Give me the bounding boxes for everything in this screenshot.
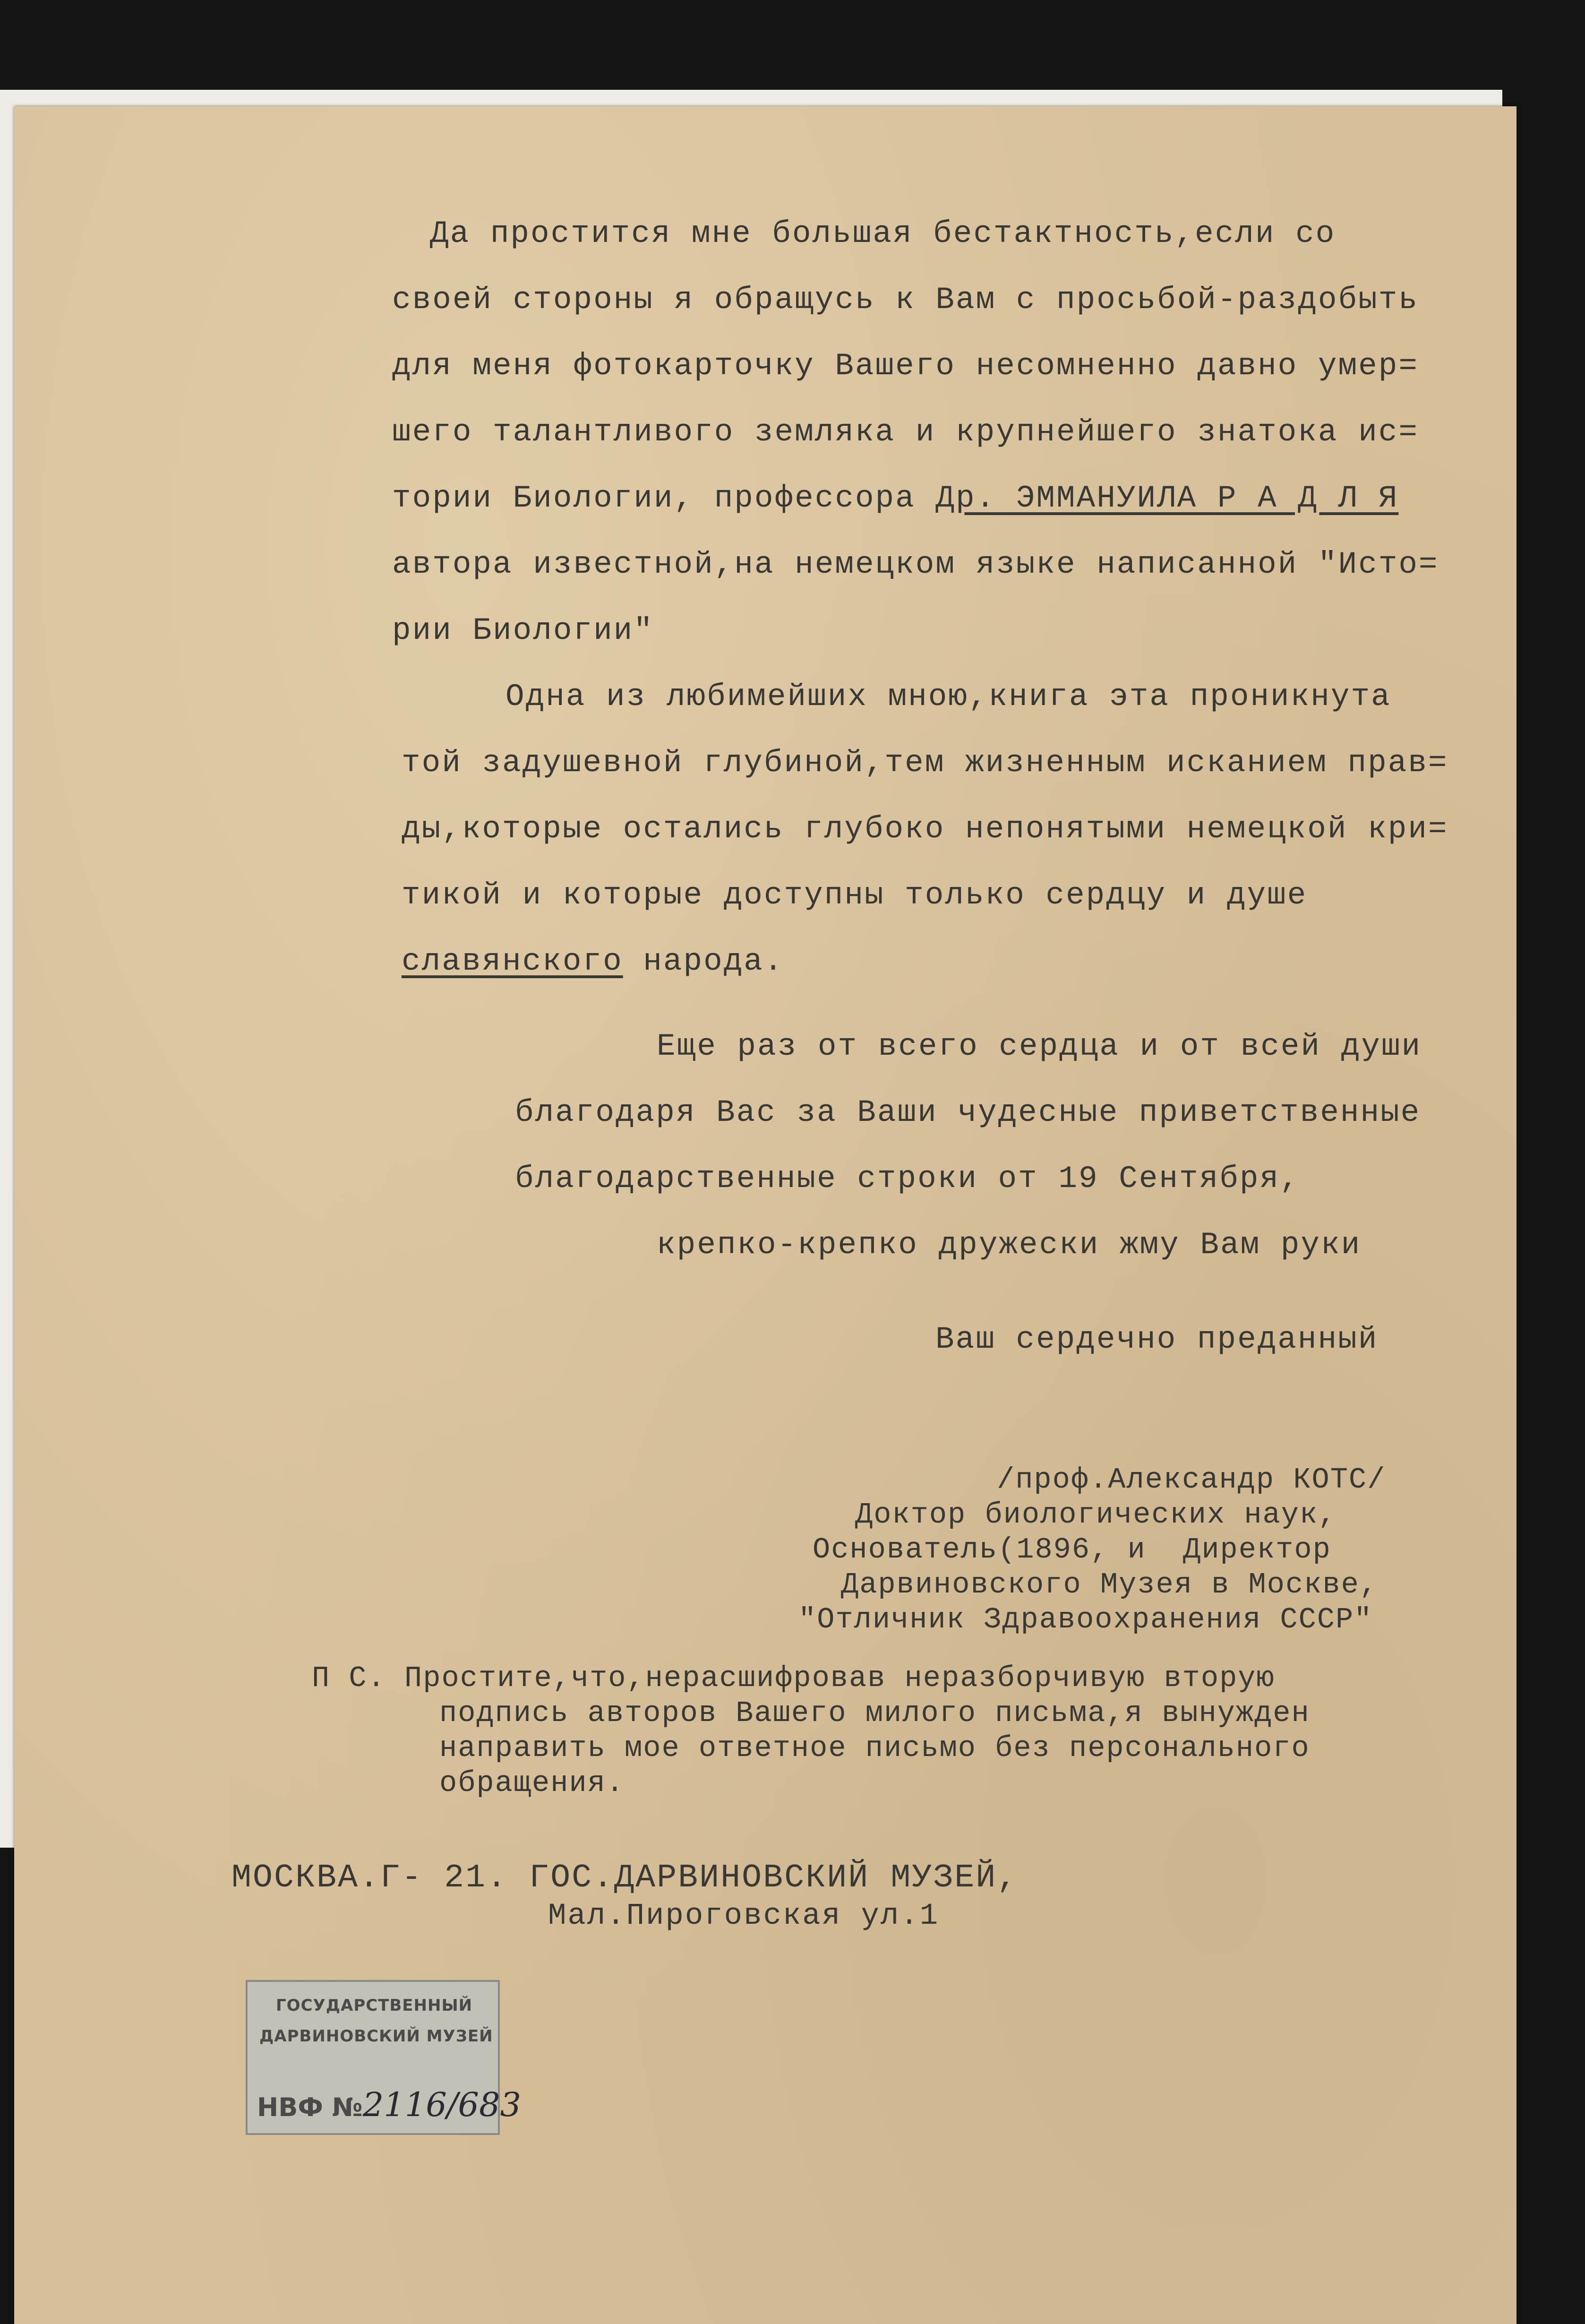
text-line: шего талантливого земляка и крупнейшего знатока ис= [392, 414, 1419, 450]
text-line: благодаря Вас за Ваши чудесные приветственные [515, 1095, 1421, 1130]
text-line [402, 943, 784, 981]
text-line: той задушевной глубиной,тем жизненным исканием прав= [402, 745, 1448, 781]
address-line: МОСКВА.Г- 21. ГОС.ДАРВИНОВСКИЙ МУЗЕЙ, [231, 1859, 1019, 1897]
radl-name-underlined: Др. ЭММАНУИЛА Р А Д Л Я [935, 481, 1399, 516]
signature-line: Доктор биологических наук, [855, 1498, 1337, 1532]
text-line: для меня фотокарточку Вашего несомненно давно умер= [392, 348, 1419, 384]
signature-line: Дарвиновского Музея в Москве, [841, 1568, 1378, 1601]
signature-line: /проф.Александр КОТС/ [997, 1463, 1386, 1497]
text-line: благодарственные строки от 19 Сентября, [515, 1161, 1300, 1196]
text-line: тикой и которые доступны только сердцу и душе [402, 878, 1308, 913]
text-segment: народа. [623, 944, 784, 979]
text-line: Одна из любимейших мною,книга эта проникнута [505, 679, 1391, 714]
text-line: Да простится мне большая бестактность,если со [430, 216, 1336, 251]
address-line: Мал.Пироговская ул.1 [548, 1899, 940, 1933]
text-segment: тории Биологии, профессора [392, 481, 936, 516]
text-line: крепко-крепко дружески жму Вам руки [657, 1227, 1362, 1263]
postscript-line: обращения. [439, 1766, 625, 1800]
postscript-line: направить мое ответное письмо без персонального [439, 1731, 1310, 1765]
text-line: автора известной,на немецком языке написанной "Исто= [392, 547, 1439, 582]
text-line: рии Биологии" [392, 613, 654, 648]
stamp-line: ДАРВИНОВСКИЙ МУЗЕЙ [259, 2027, 493, 2046]
stamp-line: ГОСУДАРСТВЕННЫЙ [276, 1996, 473, 2015]
text-line: Еще раз от всего сердца и от всей души [657, 1029, 1422, 1064]
letter-page [14, 106, 1516, 2324]
valediction: Ваш сердечно преданный [935, 1322, 1379, 1357]
museum-stamp [246, 1980, 522, 2135]
stamp-prefix: НВФ № [257, 2092, 363, 2122]
text-line: своей стороны я обращусь к Вам с просьбой-раздобыть [392, 282, 1419, 318]
slavic-underlined: славянского [402, 944, 623, 979]
postscript-line: подпись авторов Вашего милого письма,я вынужден [439, 1696, 1310, 1730]
signature-line: "Отличник Здравоохранения СССР" [798, 1603, 1373, 1636]
text-line [392, 480, 1398, 517]
stamp-number-line [257, 2085, 522, 2124]
text-line: ды,которые остались глубоко непонятыми немецкой кри= [402, 811, 1448, 847]
signature-line: Основатель(1896, и Директор [813, 1533, 1331, 1567]
handwritten-inventory-number: 2116/683 [362, 2085, 522, 2124]
postscript-line: П С. Простите,что,нерасшифровав неразборчивую вторую [312, 1661, 1275, 1695]
